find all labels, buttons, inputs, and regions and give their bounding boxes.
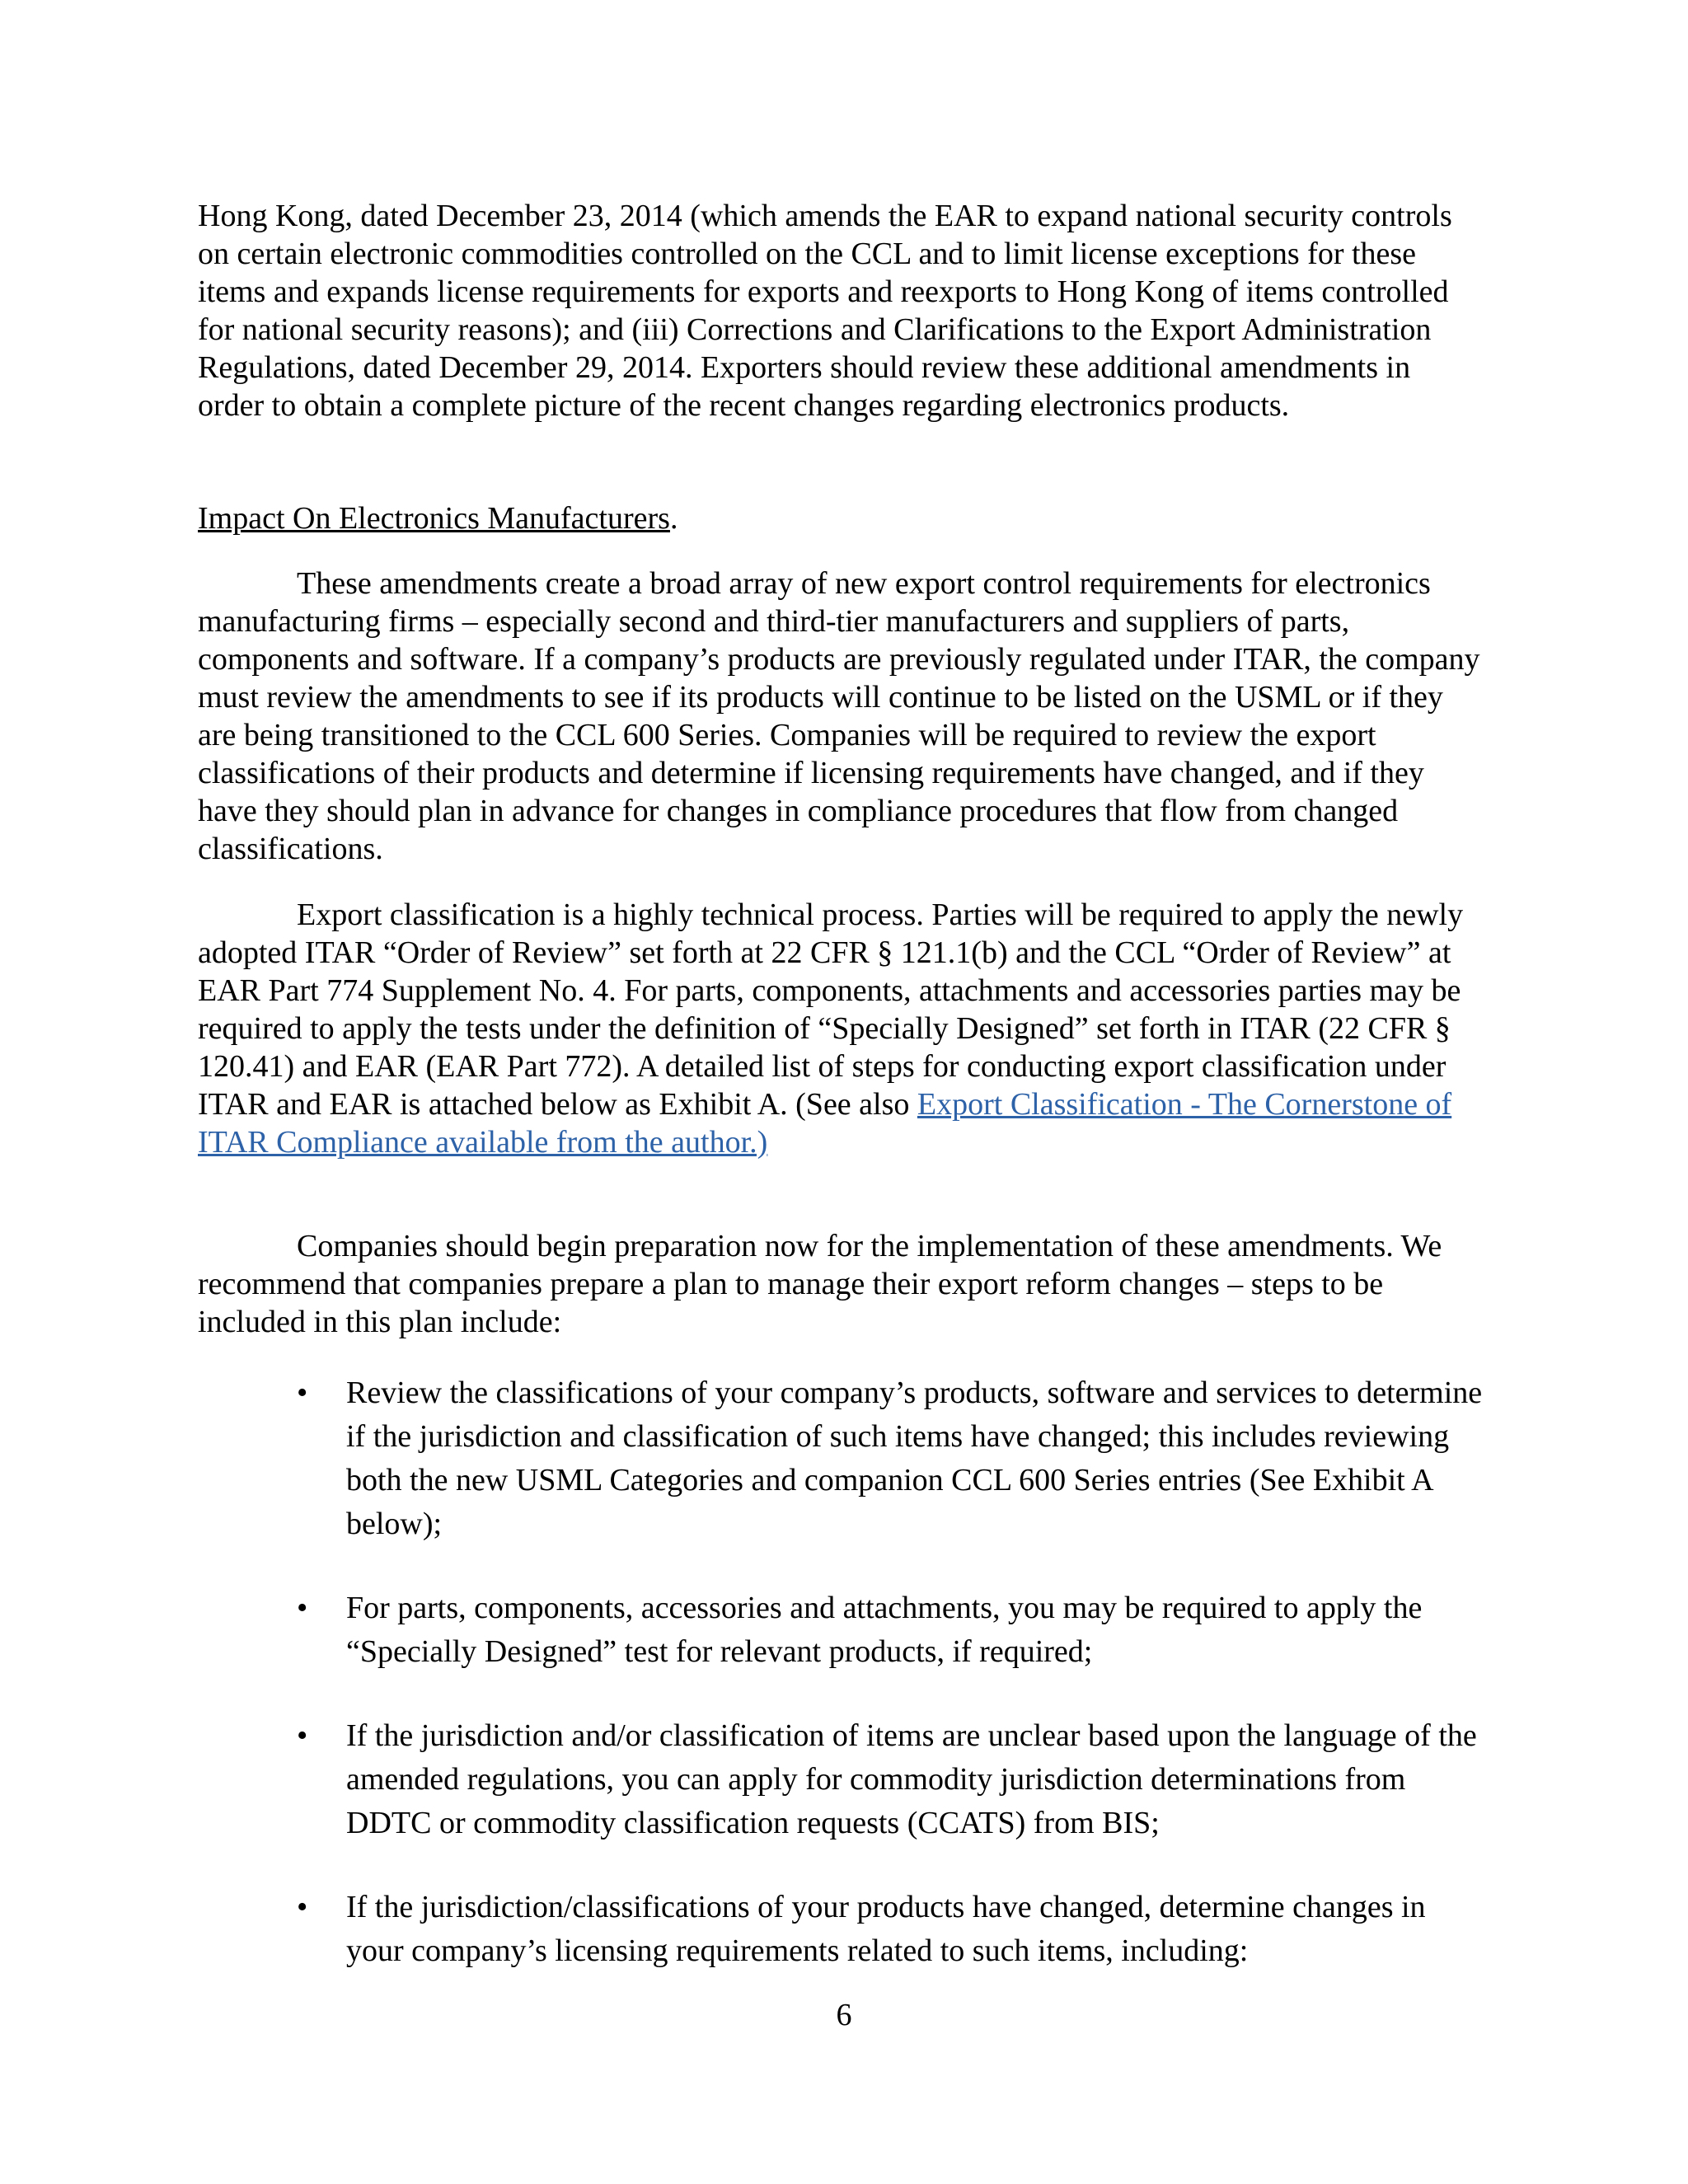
paragraph-classification-text: Export classification is a highly technical process. Parties will be required to apply the newly adopted ITAR “Order of Review” set forth at 22 CFR § 121.1(b) and the CCL “Order of Review” at EAR Part 774 Supplement No. 4. For parts, components, attachments and accessories parties may be required to apply the tests under the definition of “Specially Designed” set forth in ITAR (22 CFR § 120.41) and EAR (EAR Part 772). A detailed list of steps for conducting export classification under ITAR and EAR is attached below as Exhibit A. [198, 898, 1464, 1122]
list-item [198, 1371, 1484, 1546]
section-heading [198, 499, 1484, 537]
see-also-text: (See also [795, 1087, 917, 1122]
paragraph-impact: These amendments create a broad array of new export control requirements for electronics manufacturing firms – especially second and third-tier manufacturers and suppliers of parts, components and software. If a company’s products are previously regulated under ITAR, the company must review the amendments to see if its products will continue to be listed on the USML or if they are being transitioned to the CCL 600 Series. Companies will be required to review the export classifications of their products and determine if licensing requirements have changed, and if they have they should plan in advance for changes in compliance procedures that flow from changed classifications. [198, 566, 1480, 866]
export-classification-link[interactable]: Export Classification - The Cornerstone of ITAR Compliance available from the author.) [198, 1087, 1452, 1160]
page-number: 6 [836, 1998, 852, 2032]
list-item-text: Review the classifications of your company’s products, software and services to determine if the jurisdiction and classification of such items have changed; this includes reviewing both the new USML Categories and companion CCL 600 Series entries (See Exhibit A below); [346, 1376, 1483, 1541]
list-item-text: For parts, components, accessories and attachments, you may be required to apply the “Specially Designed” test for relevant products, if required; [346, 1591, 1423, 1669]
list-item-text: If the jurisdiction/classifications of your products have changed, determine changes in your company’s licensing requirements related to such items, including: [346, 1890, 1426, 1968]
bullet-icon: • [297, 1718, 308, 1753]
bullet-icon: • [297, 1890, 308, 1924]
bullet-icon: • [297, 1591, 308, 1625]
list-item [198, 1586, 1484, 1674]
paragraph-preparation: Companies should begin preparation now for the implementation of these amendments. We recommend that companies prepare a plan to manage their export reform changes – steps to be included in this plan include: [198, 1229, 1442, 1339]
paragraph-classification [198, 896, 1484, 1161]
steps-list [198, 1371, 1484, 1973]
section-heading-text: Impact On Electronics Manufacturers [198, 501, 670, 536]
list-item [198, 1886, 1484, 1973]
section-heading-period: . [669, 501, 678, 536]
paragraph-intro: Hong Kong, dated December 23, 2014 (which amends the EAR to expand national security controls on certain electronic commodities controlled on the CCL and to limit license exceptions for these items and expands license requirements for exports and reexports to Hong Kong of items controlled for national security reasons); and (iii) Corrections and Clarifications to the Export Administration Regulations, dated December 29, 2014. Exporters should review these additional amendments in order to obtain a complete picture of the recent changes regarding electronics products. [198, 199, 1452, 423]
bullet-icon: • [297, 1376, 308, 1410]
list-item [198, 1714, 1484, 1845]
list-item-text: If the jurisdiction and/or classification of items are unclear based upon the language of the amended regulations, you can apply for commodity jurisdiction determinations from DDTC or commodity classification requests (CCATS) from BIS; [346, 1718, 1477, 1840]
